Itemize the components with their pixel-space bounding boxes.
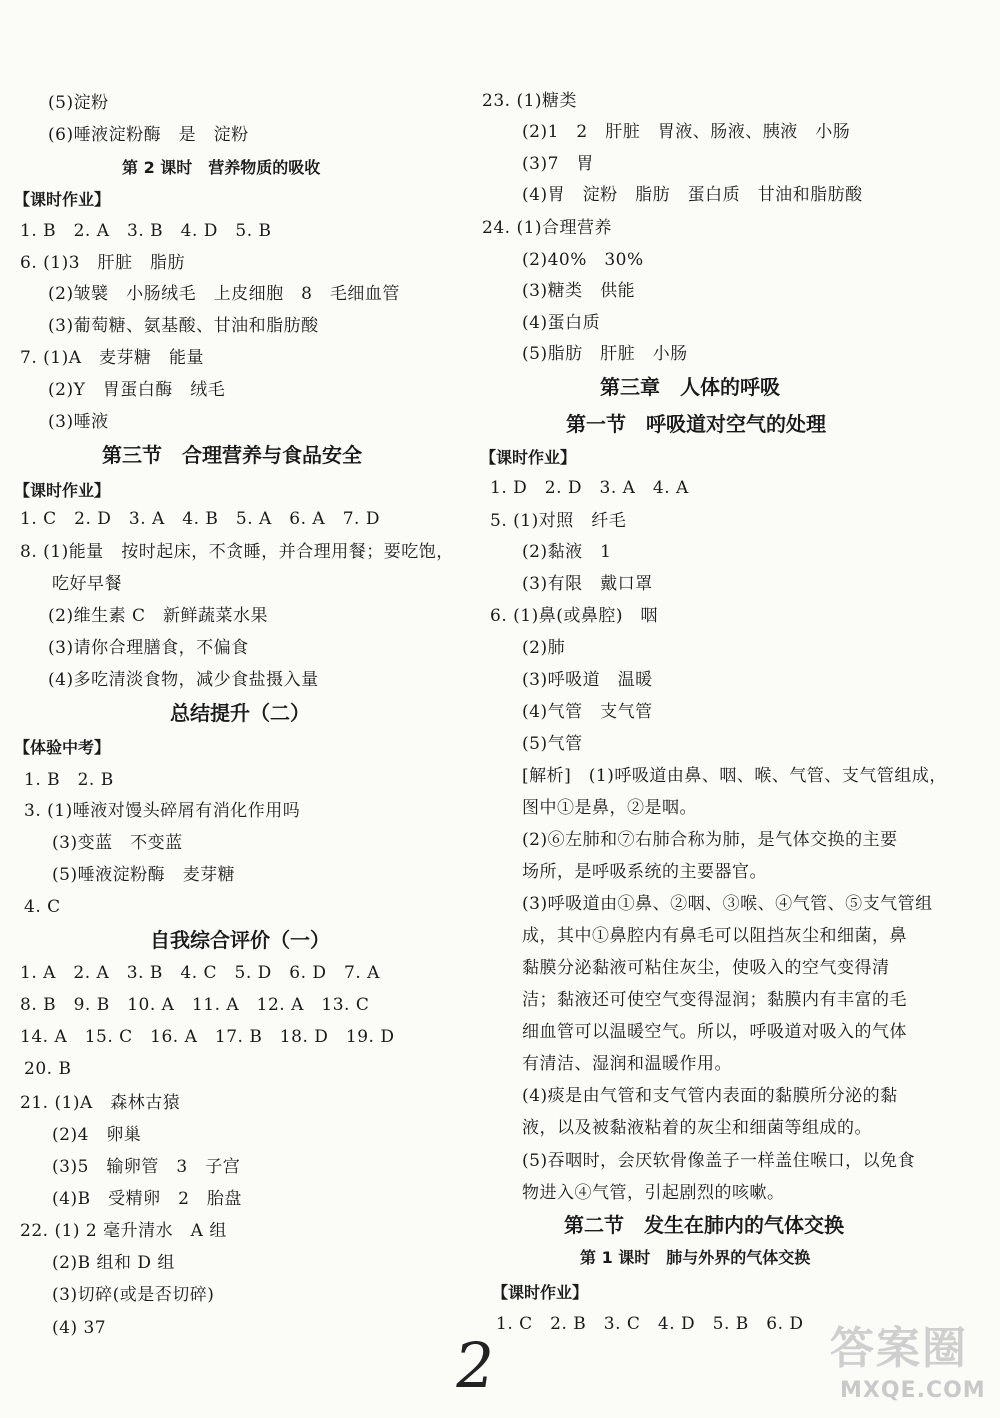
answer-line: 3. (1)唾液对馒头碎屑有消化作用吗 xyxy=(24,801,301,821)
chapter-heading: 第三章 人体的呼吸 xyxy=(600,375,780,399)
explanation-line: (2)⑥左肺和⑦右肺合称为肺，是气体交换的主要 xyxy=(522,830,898,850)
section-tag: 【课时作业】 xyxy=(14,190,111,209)
answer-line: (3)呼吸道 温暖 xyxy=(522,670,653,690)
answer-line: (4)多吃清淡食物，减少食盐摄入量 xyxy=(48,670,319,690)
explanation-line: 成，其中①鼻腔内有鼻毛可以阻挡灰尘和细菌，鼻 xyxy=(522,926,907,946)
explanation-line: (5)吞咽时，会厌软骨像盖子一样盖住喉口，以免食 xyxy=(522,1151,916,1171)
answer-line: 1. C 2. D 3. A 4. B 5. A 6. A 7. D xyxy=(20,509,380,529)
answer-line: (5)唾液淀粉酶 麦芽糖 xyxy=(52,865,236,885)
watermark-logo: 答案圈 xyxy=(830,1323,968,1374)
lesson-heading: 第 1 课时 肺与外界的气体交换 xyxy=(580,1248,811,1267)
section-tag: 【课时作业】 xyxy=(480,448,577,467)
answer-line: (2)维生素 C 新鲜蔬菜水果 xyxy=(48,606,268,626)
section-heading: 第一节 呼吸道对空气的处理 xyxy=(566,412,826,436)
explanation-line: 液，以及被黏液粘着的灰尘和细菌等组成的。 xyxy=(522,1118,872,1138)
answer-line: (3)有限 戴口罩 xyxy=(522,574,653,594)
answer-line: (2)1 2 肝脏 胃液、肠液、胰液 小肠 xyxy=(522,122,851,142)
answer-line: (3)请你合理膳食，不偏食 xyxy=(48,638,249,658)
answer-line: (3)切碎(或是否切碎) xyxy=(52,1285,215,1305)
section-tag: 【课时作业】 xyxy=(14,481,111,500)
page-number: 2 xyxy=(449,1329,500,1402)
answer-line: (3)7 胃 xyxy=(522,154,594,174)
explanation-line: 细血管可以温暖空气。所以，呼吸道对吸入的气体 xyxy=(522,1022,907,1042)
section-tag: 【课时作业】 xyxy=(492,1283,589,1302)
answer-line: (6)唾液淀粉酶 是 淀粉 xyxy=(48,125,249,145)
answer-line: 6. (1)鼻(或鼻腔) 咽 xyxy=(490,606,658,626)
answer-line: (5)气管 xyxy=(522,734,583,754)
answer-line: (2)B 组和 D 组 xyxy=(52,1253,175,1273)
answer-line: 吃好早餐 xyxy=(52,574,122,594)
explanation-line: 洁；黏液还可使空气变得湿润；黏膜内有丰富的毛 xyxy=(522,990,907,1010)
answer-line: (3)变蓝 不变蓝 xyxy=(52,833,183,853)
answer-line: (2)皱襞 小肠绒毛 上皮细胞 8 毛细血管 xyxy=(48,284,400,304)
answer-line: (4)气管 支气管 xyxy=(522,702,653,722)
answer-line: (5)脂肪 肝脏 小肠 xyxy=(522,344,688,364)
answer-line: (4)蛋白质 xyxy=(522,313,601,333)
explanation-line: 图中①是鼻，②是咽。 xyxy=(522,798,697,818)
answer-line: 1. B 2. B xyxy=(24,770,114,790)
section-heading: 自我综合评价（一） xyxy=(150,928,330,952)
answer-line: (3)葡萄糖、氨基酸、甘油和脂肪酸 xyxy=(48,316,319,336)
answer-line: 1. A 2. A 3. B 4. C 5. D 6. D 7. A xyxy=(20,963,380,983)
answer-line: 20. B xyxy=(24,1059,72,1079)
answer-line: (2)肺 xyxy=(522,638,566,658)
answer-line: 22. (1) 2 毫升清水 A 组 xyxy=(20,1221,227,1241)
watermark xyxy=(800,1318,990,1408)
answer-line: 1. C 2. B 3. C 4. D 5. B 6. D xyxy=(496,1314,804,1334)
explanation-line: 黏膜分泌黏液可粘住灰尘，使吸入的空气变得清 xyxy=(522,958,890,978)
answer-line: (5)淀粉 xyxy=(48,93,109,113)
answer-line: 1. B 2. A 3. B 4. D 5. B xyxy=(20,221,272,241)
answer-line: (2)Y 胃蛋白酶 绒毛 xyxy=(48,380,226,400)
lesson-heading: 第 2 课时 营养物质的吸收 xyxy=(122,158,321,177)
explanation-line: (4)痰是由气管和支气管内表面的黏膜所分泌的黏 xyxy=(522,1086,898,1106)
answer-line: (4)B 受精卵 2 胎盘 xyxy=(52,1189,242,1209)
answer-line: 8. B 9. B 10. A 11. A 12. A 13. C xyxy=(20,995,370,1015)
section-heading: 总结提升（二） xyxy=(170,701,310,725)
explanation-line: 有清洁、湿润和温暖作用。 xyxy=(522,1054,732,1074)
answer-line: (3)糖类 供能 xyxy=(522,281,636,301)
answer-line: 24. (1)合理营养 xyxy=(482,218,613,238)
answer-line: 7. (1)A 麦芽糖 能量 xyxy=(20,348,204,368)
explanation-line: [解析] (1)呼吸道由鼻、咽、喉、气管、支气管组成， xyxy=(522,766,947,786)
section-heading: 第三节 合理营养与食品安全 xyxy=(102,443,362,467)
answer-line: 4. C xyxy=(24,897,61,917)
answer-line: 6. (1)3 肝脏 脂肪 xyxy=(20,253,186,273)
explanation-line: (3)呼吸道由①鼻、②咽、③喉、④气管、⑤支气管组 xyxy=(522,894,933,914)
explanation-line: 场所，是呼吸系统的主要器官。 xyxy=(522,862,767,882)
answer-line: (2)4 卵巢 xyxy=(52,1125,142,1145)
answer-line: (4) 37 xyxy=(52,1318,107,1338)
answer-line: 5. (1)对照 纤毛 xyxy=(490,511,627,531)
answer-line: 8. (1)能量 按时起床，不贪睡，并合理用餐；要吃饱， xyxy=(20,542,454,562)
explanation-line: 物进入④气管，引起剧烈的咳嗽。 xyxy=(522,1183,785,1203)
answer-line: 23. (1)糖类 xyxy=(482,91,578,111)
answer-line: (3)唾液 xyxy=(48,412,109,432)
answer-line: (3)5 输卵管 3 子宫 xyxy=(52,1157,241,1177)
answer-line: 21. (1)A 森林古猿 xyxy=(20,1093,181,1113)
watermark-url: MXQE.COM xyxy=(840,1378,986,1403)
answer-line: (2)黏液 1 xyxy=(522,542,612,562)
answer-line: 14. A 15. C 16. A 17. B 18. D 19. D xyxy=(20,1027,395,1047)
section-tag: 【体验中考】 xyxy=(14,738,111,757)
answer-line: 1. D 2. D 3. A 4. A xyxy=(490,478,689,498)
section-heading: 第二节 发生在肺内的气体交换 xyxy=(564,1213,844,1237)
answer-line: (2)40% 30% xyxy=(522,250,644,270)
answer-line: (4)胃 淀粉 脂肪 蛋白质 甘油和脂肪酸 xyxy=(522,185,863,205)
